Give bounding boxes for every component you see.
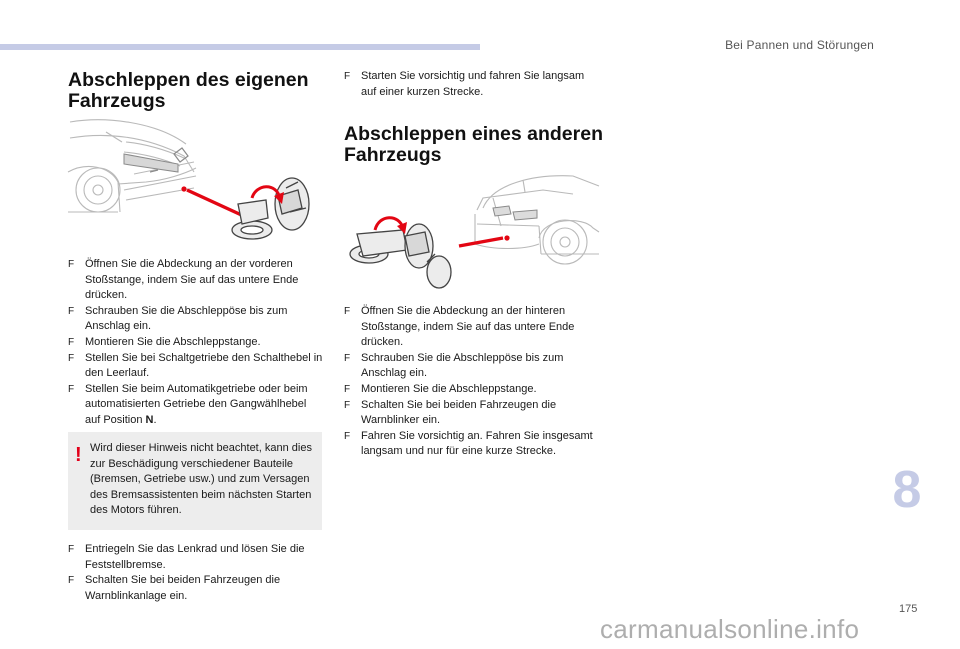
list-item: F Schrauben Sie die Abschleppöse bis zum Anschlag ein.	[68, 304, 288, 333]
warning-box	[68, 432, 322, 530]
front-tow-eye-illustration	[66, 112, 326, 247]
section-title-other-vehicle: Abschleppen eines anderen Fahrzeugs	[344, 123, 603, 166]
chapter-color-bar	[0, 44, 480, 50]
exclamation-icon: !	[75, 444, 82, 466]
other-vehicle-steps	[344, 304, 602, 460]
watermark: carmanualsonline.info	[600, 614, 860, 644]
own-vehicle-steps	[68, 257, 324, 429]
section-header: Bei Pannen und Störungen	[725, 38, 874, 52]
page-number: 175	[899, 603, 918, 615]
list-item: F Schrauben Sie die Abschleppöse bis zum Anschlag ein.	[344, 351, 564, 380]
list-item: F Schalten Sie bei beiden Fahrzeugen die Warnblinkanlage ein.	[68, 574, 281, 602]
list-item: F Stellen Sie bei Schaltgetriebe den Schalthebel in den Leerlauf.	[68, 351, 323, 380]
continued-step	[344, 69, 602, 100]
list-item: F Schalten Sie bei beiden Fahrzeugen die Warnblinker ein.	[344, 398, 557, 427]
list-item: F Stellen Sie beim Automatikgetriebe oder beim automatisierten Getriebe den Gangwählhebel auf Position N.	[68, 382, 308, 426]
own-vehicle-steps-after	[68, 542, 324, 604]
warning-text: Wird dieser Hinweis nicht beachtet, kann dies zur Beschädigung verschiedener Bauteile (Bremsen, Getriebe usw.) und zum Versagen des Bremsassistenten beim nächsten Starten des Motors führen.	[90, 442, 312, 517]
list-item: F Entriegeln Sie das Lenkrad und lösen Sie die Feststellbremse.	[68, 543, 305, 571]
chapter-number: 8	[892, 461, 922, 519]
list-item: F Montieren Sie die Abschleppstange.	[68, 335, 261, 348]
section-title-own-vehicle: Abschleppen des eigenen Fahrzeugs	[68, 69, 309, 112]
list-item: F Fahren Sie vorsichtig an. Fahren Sie insgesamt langsam und nur für eine kurze Strecke.	[344, 429, 593, 458]
list-item: F Montieren Sie die Abschleppstange.	[344, 382, 537, 395]
list-item: F Starten Sie vorsichtig und fahren Sie langsam auf einer kurzen Strecke.	[344, 70, 585, 98]
list-item: F Öffnen Sie die Abdeckung an der vorderen Stoßstange, indem Sie auf das untere Ende drücken.	[68, 258, 299, 302]
rear-tow-eye-illustration	[343, 168, 601, 298]
list-item: F Öffnen Sie die Abdeckung an der hinteren Stoßstange, indem Sie auf das untere Ende drücken.	[344, 305, 575, 349]
